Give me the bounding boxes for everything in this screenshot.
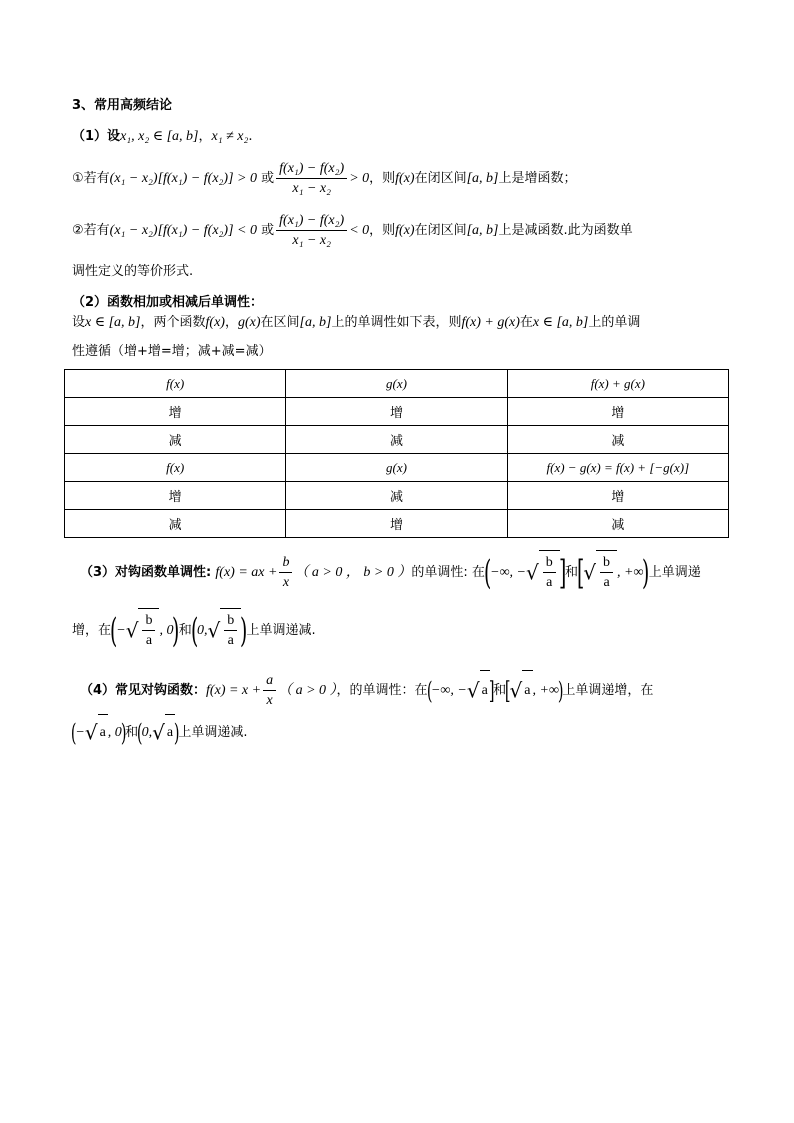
p2-line-2: 性遵循（增+增=增；减+减=减） — [72, 344, 272, 359]
bracket-left: [ — [505, 676, 511, 705]
p4-i2-end: , +∞ — [532, 683, 559, 698]
sqrt-b-over-a: √ $\frac{b}{a}$ — [208, 608, 242, 653]
p1-math-a: x₁, x₂ ∈ [a, b] — [120, 129, 199, 144]
table-cell: 减 — [286, 426, 507, 454]
sqrt-a: √ a — [85, 714, 108, 751]
inc-fraction — [276, 160, 347, 197]
p2-m6: x ∈ [a, b] — [532, 315, 589, 330]
p2-t-d: 在区间 — [260, 315, 300, 330]
p4-i4-start: 0, — [141, 725, 153, 740]
p2-m3: g(x) — [237, 315, 261, 330]
paren-left: ( — [426, 676, 433, 705]
p3-zero-l: 0, — [197, 623, 208, 638]
p4-title: （4）常见对钩函数： — [80, 683, 207, 698]
dec-then: ，则 — [369, 223, 396, 238]
table-cell: g(x) — [286, 370, 507, 398]
sq-num: b — [142, 612, 155, 631]
dec-or: 或 — [261, 223, 275, 238]
p4-func-den: x — [266, 693, 273, 708]
table-cell: 增 — [286, 510, 507, 538]
table-cell: g(x) — [286, 454, 507, 482]
table-cell: 增 — [507, 398, 728, 426]
p4-func-num: a — [263, 672, 276, 691]
sq-den: a — [227, 633, 234, 649]
p2-m5: f(x) + g(x) — [461, 315, 520, 330]
p3-func-den: x — [282, 575, 290, 590]
sq-num: b — [224, 612, 237, 631]
inc-result: 上是增函数； — [498, 171, 577, 186]
p2-line-1 — [72, 314, 640, 332]
paren-left: ( — [190, 610, 199, 651]
p1-sep: ， — [198, 129, 212, 144]
table-cell: f(x) — [65, 370, 286, 398]
inc-fx: f(x) — [395, 171, 415, 186]
bracket-right: ] — [488, 676, 495, 705]
dec-result: 上是减函数.此为函数单 — [498, 223, 633, 238]
inc-then: ，则 — [369, 171, 396, 186]
table-cell: f(x) − g(x) = f(x) + [−g(x)] — [507, 454, 728, 482]
p3-func-num: b — [279, 554, 292, 573]
paragraph-increasing — [72, 160, 577, 197]
paragraph-4-cont — [72, 714, 248, 751]
sq-num: b — [600, 554, 613, 573]
paragraph-1 — [72, 128, 253, 146]
p3-minus: − — [116, 623, 126, 638]
p2-t-g: 上的单调 — [588, 315, 641, 330]
sqrt-b-over-a: √ $\frac{b}{a}$ — [526, 550, 560, 595]
dec-frac-num: f(x₁) − f(x₂) — [276, 212, 347, 231]
table-cell: 减 — [286, 482, 507, 510]
table-cell: 减 — [65, 426, 286, 454]
inc-interval-text: 在闭区间 — [414, 171, 467, 186]
p4-mid: ，的单调性：在 — [336, 683, 428, 698]
dec-interval-text: 在闭区间 — [414, 223, 467, 238]
p4-cond: （ a > 0 ） — [278, 683, 337, 698]
paren-right: ) — [120, 718, 127, 747]
p3-pos-inf: , +∞ — [617, 565, 644, 580]
p4-and-2: 和 — [125, 725, 139, 740]
paragraph-4 — [80, 670, 653, 711]
bracket-right: ] — [558, 552, 567, 593]
p3-cond: （ a > 0 ， b > 0 ） — [294, 565, 412, 580]
paren-right: ) — [557, 676, 564, 705]
paren-left: ( — [70, 718, 77, 747]
inc-frac-den: x₁ − x₂ — [292, 181, 331, 196]
bracket-left: [ — [577, 552, 585, 593]
p4-dec: 上单调递减. — [178, 725, 248, 740]
p1-text: 设 — [107, 129, 121, 144]
table-row — [65, 370, 729, 398]
p2-t-a: 设 — [72, 315, 86, 330]
p3-title: （3）对钩函数单调性: — [80, 565, 212, 580]
table-row — [65, 482, 729, 510]
p2-t-c: ， — [224, 315, 238, 330]
table-row — [65, 426, 729, 454]
p3-inc: 上单调递 — [648, 565, 701, 580]
p3-neg-inf: −∞, − — [490, 565, 526, 580]
paren-right: ) — [240, 610, 248, 651]
table-cell: f(x) + g(x) — [507, 370, 728, 398]
sqrt-b-over-a: √ $\frac{b}{a}$ — [583, 550, 617, 595]
p2-m1: x ∈ [a, b] — [85, 315, 141, 330]
table-cell: 减 — [507, 510, 728, 538]
table-cell: 增 — [65, 398, 286, 426]
p4-func-lhs: f(x) = x + — [206, 683, 262, 698]
sqrt-a-arg: a — [165, 714, 175, 751]
dec-cond: (x₁ − x₂)[f(x₁) − f(x₂)] < 0 — [109, 223, 257, 238]
p3-dec: 上单调递减. — [246, 623, 316, 638]
p4-and: 和 — [493, 683, 507, 698]
p1-label: （1） — [72, 129, 108, 144]
p2-title: （2）函数相加或相减后单调性： — [72, 295, 264, 310]
p3-func-lhs: f(x) = ax + — [215, 565, 278, 580]
dec-fraction — [276, 212, 347, 249]
table-cell: 增 — [65, 482, 286, 510]
table-cell: 减 — [507, 426, 728, 454]
inc-marker: ①若有 — [72, 171, 110, 186]
sqrt-a: √ a — [510, 670, 533, 711]
sqrt-a: √ a — [467, 670, 490, 711]
inc-or: 或 — [261, 171, 275, 186]
table-cell: 增 — [507, 482, 728, 510]
p2-t-f: 在 — [519, 315, 533, 330]
inc-gt: > 0 — [349, 171, 370, 186]
p4-i3-end: , 0 — [107, 725, 122, 740]
p2-t-b: ，两个函数 — [140, 315, 206, 330]
dec-ab: [a, b] — [466, 223, 499, 238]
table-cell: 减 — [65, 510, 286, 538]
sqrt-a-arg: a — [98, 714, 108, 751]
p1-end: . — [248, 129, 253, 144]
inc-ab: [a, b] — [466, 171, 499, 186]
p3-l2-a: 增，在 — [72, 623, 112, 638]
table-cell: 增 — [286, 398, 507, 426]
dec-result-cont: 调性定义的等价形式. — [72, 264, 194, 279]
p1-math-b: x₁ ≠ x₂ — [211, 129, 249, 144]
paragraph-3-cont — [72, 608, 316, 653]
paren-right: ) — [172, 610, 180, 651]
dec-fx: f(x) — [395, 223, 415, 238]
p2-m2: f(x) — [205, 315, 225, 330]
section-heading: 3、常用高频结论 — [72, 98, 173, 113]
paren-left: ( — [137, 718, 143, 747]
inc-cond: (x₁ − x₂)[f(x₁) − f(x₂)] > 0 — [109, 171, 257, 186]
inc-frac-num: f(x₁) − f(x₂) — [276, 160, 347, 179]
p4-inc: 上单调递增，在 — [562, 683, 654, 698]
p2-t-e: 上的单调性如下表，则 — [331, 315, 462, 330]
dec-lt: < 0 — [349, 223, 370, 238]
sq-den: a — [145, 633, 153, 649]
p4-func-frac — [263, 672, 276, 709]
p3-and: 和 — [565, 565, 579, 580]
dec-marker: ②若有 — [72, 223, 110, 238]
table-row — [65, 398, 729, 426]
paren-left: ( — [110, 610, 118, 651]
sq-den: a — [546, 575, 553, 591]
p3-mid: 的单调性: 在 — [411, 565, 485, 580]
p4-i3-start: − — [75, 725, 85, 740]
sq-num: b — [543, 554, 556, 573]
p3-and-2: 和 — [178, 623, 192, 638]
sq-den: a — [603, 575, 610, 591]
dec-frac-den: x₁ − x₂ — [292, 233, 331, 248]
p2-m4: [a, b] — [299, 315, 332, 330]
sqrt-a-arg: a — [480, 670, 490, 711]
table-row — [65, 454, 729, 482]
sqrt-a-arg: a — [522, 670, 532, 711]
p4-i1: −∞, − — [430, 683, 467, 698]
p3-func-frac — [279, 554, 292, 591]
paragraph-3 — [80, 550, 701, 595]
paren-left: ( — [483, 552, 492, 593]
paragraph-decreasing — [72, 212, 633, 249]
sqrt-b-over-a: √ $\frac{b}{a}$ — [126, 608, 160, 653]
paren-right: ) — [642, 552, 650, 593]
p3-zero: , 0 — [159, 623, 174, 638]
table-row — [65, 510, 729, 538]
monotonicity-table — [64, 369, 729, 538]
table-cell: f(x) — [65, 454, 286, 482]
paren-right: ) — [173, 718, 180, 747]
sqrt-a: √ a — [152, 714, 175, 751]
